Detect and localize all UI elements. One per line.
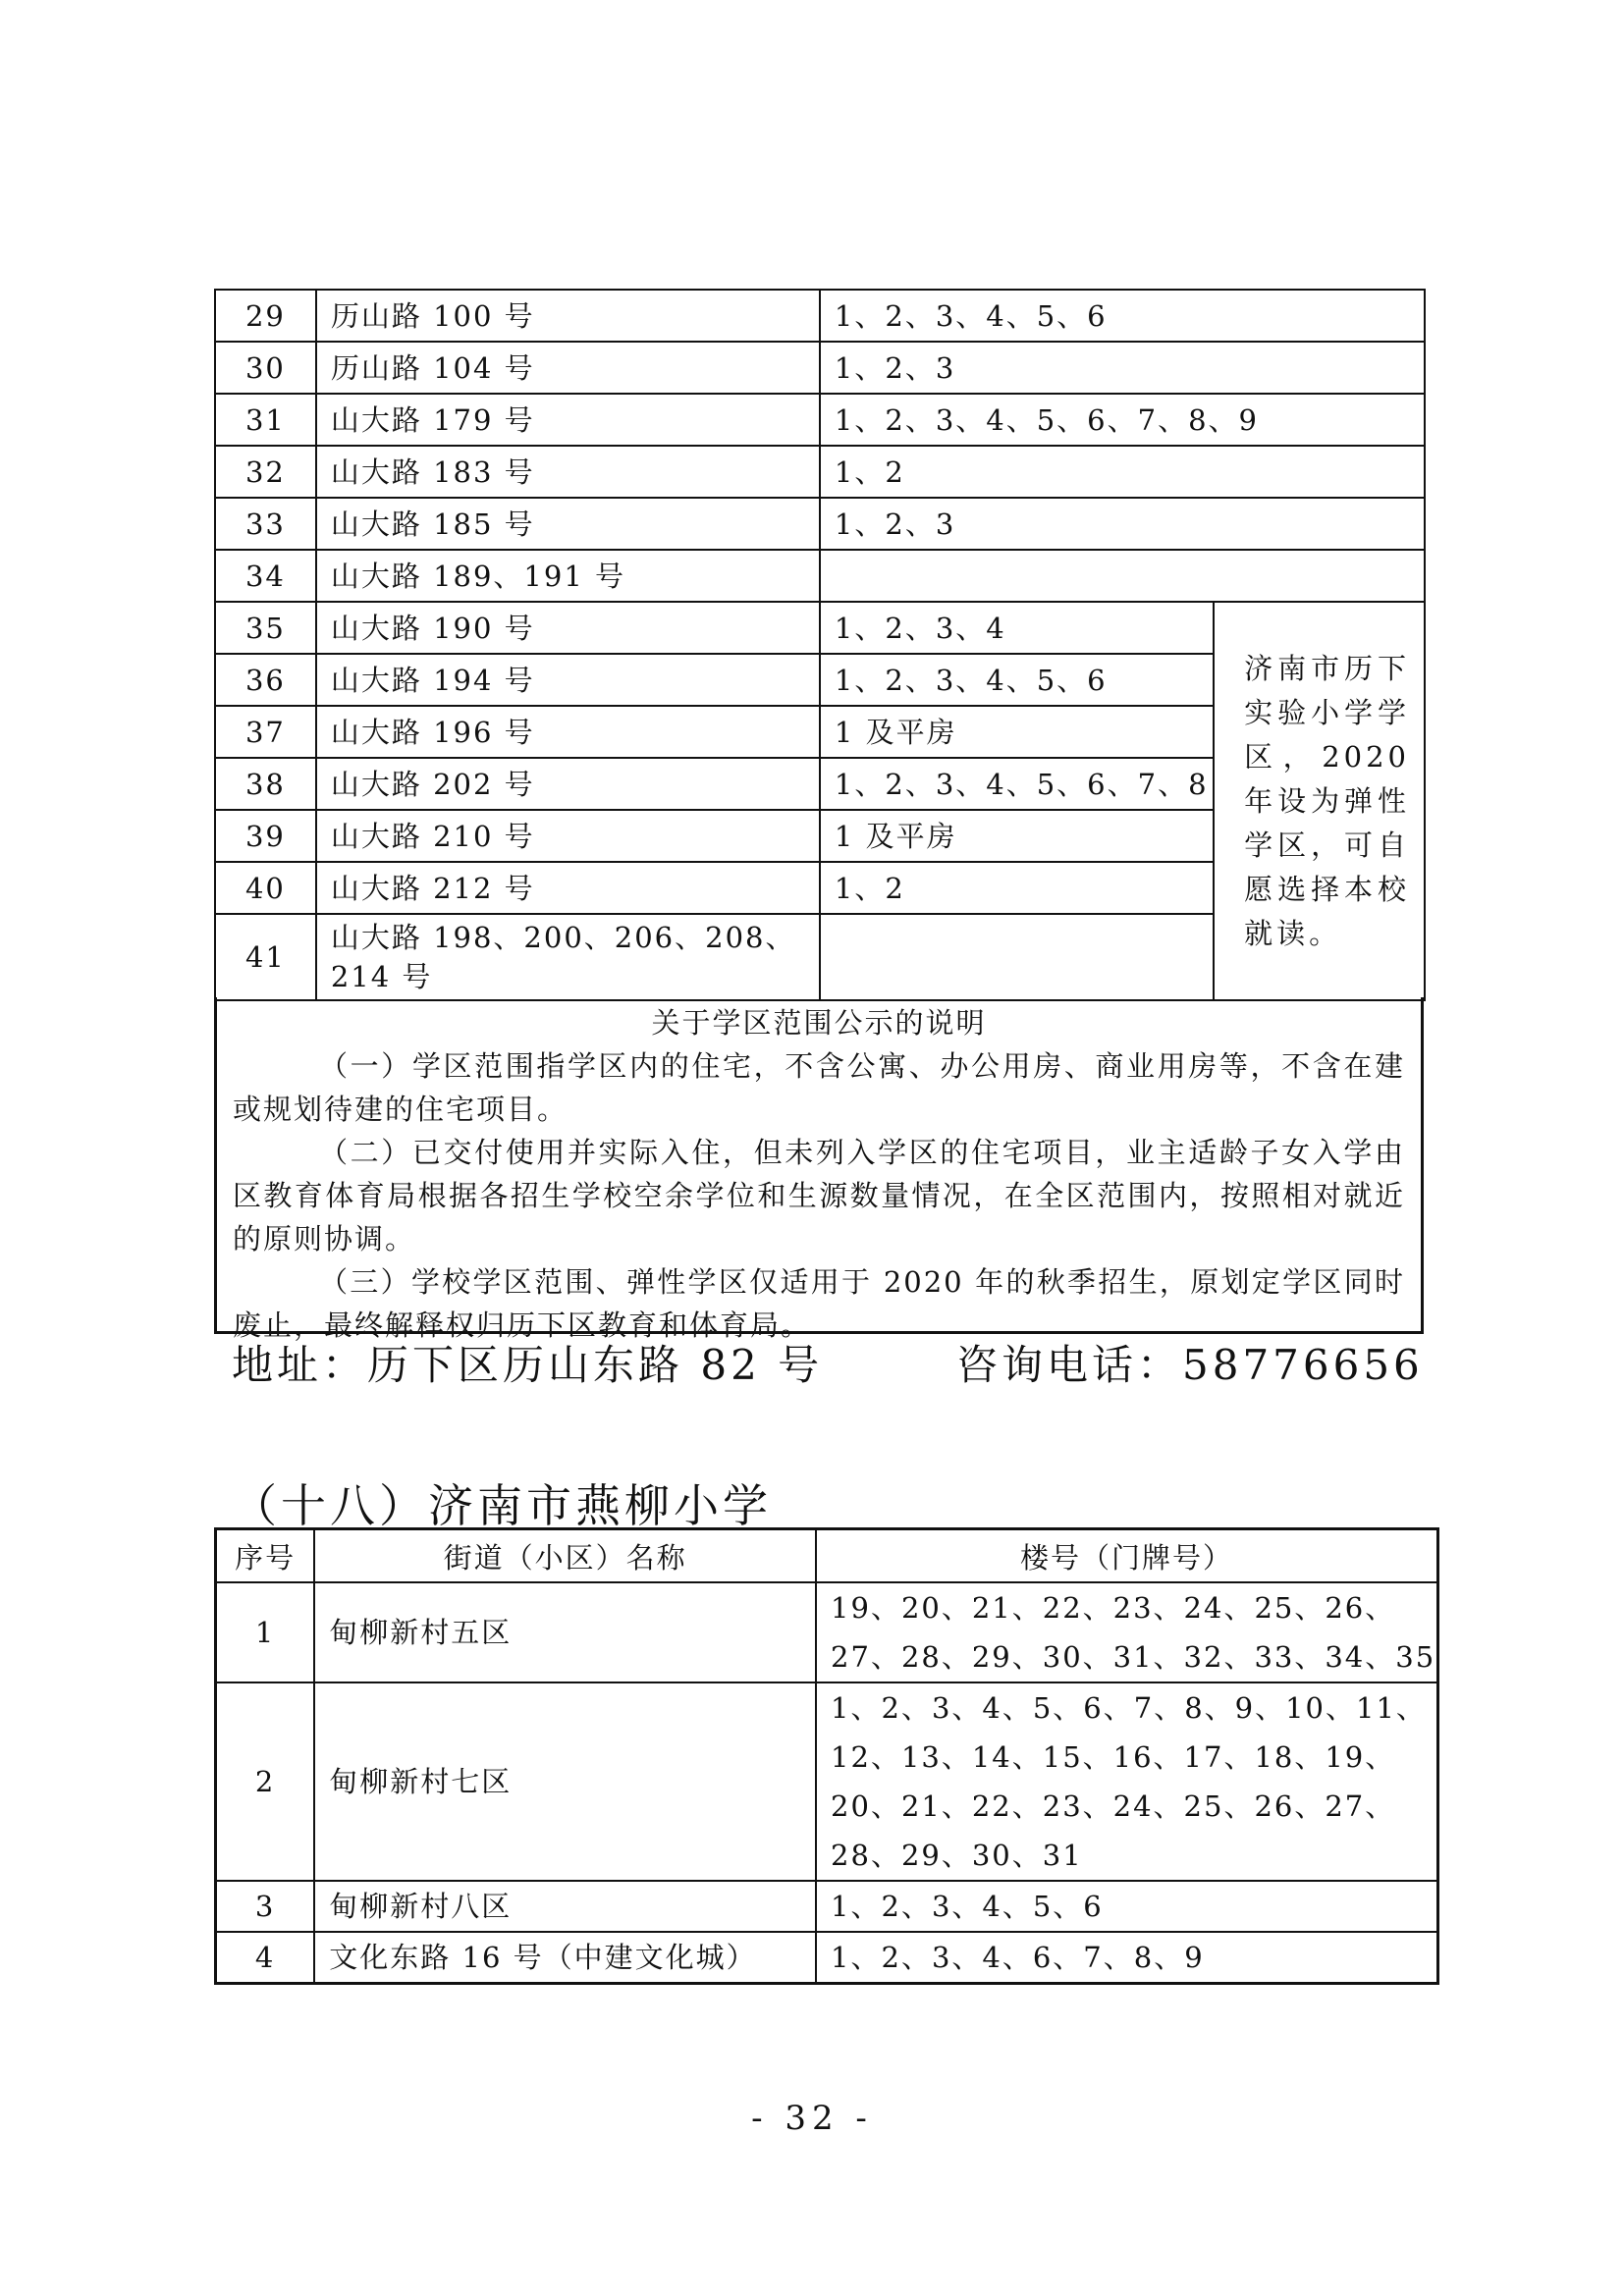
row-number: 41 <box>215 914 316 1000</box>
row-number: 40 <box>215 862 316 914</box>
building-numbers <box>820 914 1214 1000</box>
building-numbers <box>820 550 1425 602</box>
note-paragraph: （二）已交付使用并实际入住，但未列入学区的住宅项目，业主适龄子女入学由区教育体育局根据各招生学校空余学位和生源数量情况，在全区范围内，按照相对就近的原则协调。 <box>233 1136 1405 1255</box>
row-number: 2 <box>216 1682 315 1881</box>
table-row <box>216 1932 1438 1984</box>
note-paragraph: （一）学区范围指学区内的住宅，不含公寓、办公用房、商业用房等，不含在建或规划待建的住宅项目。 <box>233 1049 1405 1126</box>
row-number: 3 <box>216 1881 315 1932</box>
table-row <box>216 1682 1438 1881</box>
street-name: 山大路 210 号 <box>316 810 820 862</box>
street-name: 历山路 100 号 <box>316 290 820 342</box>
table-header-row <box>216 1529 1438 1583</box>
table-row <box>215 498 1425 550</box>
flexible-district-note: 济南市历下实验小学学区，2020 年设为弹性学区，可自愿选择本校就读。 <box>1214 602 1425 1000</box>
street-name: 历山路 104 号 <box>316 342 820 394</box>
table-row <box>215 602 1425 654</box>
table-row <box>216 1881 1438 1932</box>
building-numbers: 1、2、3、4、5、6 <box>820 654 1214 706</box>
yanliu-school-district-table <box>214 1527 1439 1985</box>
row-number: 33 <box>215 498 316 550</box>
table-row <box>215 394 1425 446</box>
street-name: 山大路 189、191 号 <box>316 550 820 602</box>
school-district-table-continued <box>214 289 1426 1001</box>
street-name: 山大路 179 号 <box>316 394 820 446</box>
building-numbers: 1 及平房 <box>820 810 1214 862</box>
header-buildings: 楼号（门牌号） <box>816 1529 1437 1583</box>
building-numbers: 1、2、3 <box>820 498 1425 550</box>
street-name: 甸柳新村八区 <box>314 1881 816 1932</box>
page-number: - 32 - <box>751 2099 873 2138</box>
header-street: 街道（小区）名称 <box>314 1529 816 1583</box>
street-name: 文化东路 16 号（中建文化城） <box>314 1932 816 1984</box>
street-name: 山大路 183 号 <box>316 446 820 498</box>
building-numbers: 1 及平房 <box>820 706 1214 758</box>
school-address: 地址：历下区历山东路 82 号 <box>232 1341 824 1389</box>
building-numbers: 1、2、3 <box>820 342 1425 394</box>
row-number: 36 <box>215 654 316 706</box>
row-number: 1 <box>216 1582 315 1682</box>
row-number: 34 <box>215 550 316 602</box>
row-number: 39 <box>215 810 316 862</box>
street-name: 山大路 194 号 <box>316 654 820 706</box>
table-row <box>216 1582 1438 1682</box>
row-number: 29 <box>215 290 316 342</box>
row-number: 38 <box>215 758 316 810</box>
table-row <box>215 550 1425 602</box>
note-paragraph: （三）学校学区范围、弹性学区仅适用于 2020 年的秋季招生，原划定学区同时废止，最终解释权归历下区教育和体育局。 <box>233 1265 1405 1342</box>
row-number: 30 <box>215 342 316 394</box>
street-name: 山大路 202 号 <box>316 758 820 810</box>
street-name: 山大路 185 号 <box>316 498 820 550</box>
building-numbers: 1、2、3、4、5、6 <box>816 1881 1437 1932</box>
street-name: 甸柳新村七区 <box>314 1682 816 1881</box>
building-numbers: 1、2 <box>820 862 1214 914</box>
street-name: 山大路 198、200、206、208、214 号 <box>316 914 820 1000</box>
table-row <box>215 290 1425 342</box>
row-number: 31 <box>215 394 316 446</box>
header-no: 序号 <box>216 1529 315 1583</box>
table-row <box>215 446 1425 498</box>
building-numbers: 1、2、3、4、5、6 <box>820 290 1425 342</box>
building-numbers: 1、2 <box>820 446 1425 498</box>
street-name: 甸柳新村五区 <box>314 1582 816 1682</box>
building-numbers: 1、2、3、4、5、6、7、8、9、10、11、12、13、14、15、16、17、18、19、20、21、22、23、24、25、26、27、28、29、30、31 <box>816 1682 1437 1881</box>
section-title: （十八）济南市燕柳小学 <box>232 1479 772 1532</box>
building-numbers: 1、2、3、4 <box>820 602 1214 654</box>
row-number: 37 <box>215 706 316 758</box>
district-notes <box>214 997 1424 1342</box>
row-number: 35 <box>215 602 316 654</box>
table-row <box>215 342 1425 394</box>
building-numbers: 1、2、3、4、5、6、7、8 <box>820 758 1214 810</box>
building-numbers: 1、2、3、4、5、6、7、8、9 <box>820 394 1425 446</box>
notes-title: 关于学区范围公示的说明 <box>651 1006 987 1040</box>
building-numbers: 1、2、3、4、6、7、8、9 <box>816 1932 1437 1984</box>
street-name: 山大路 196 号 <box>316 706 820 758</box>
row-number: 32 <box>215 446 316 498</box>
building-numbers: 19、20、21、22、23、24、25、26、27、28、29、30、31、32、33、34、35 <box>816 1582 1437 1682</box>
consult-phone: 咨询电话：58776656 <box>956 1341 1424 1389</box>
street-name: 山大路 212 号 <box>316 862 820 914</box>
street-name: 山大路 190 号 <box>316 602 820 654</box>
row-number: 4 <box>216 1932 315 1984</box>
